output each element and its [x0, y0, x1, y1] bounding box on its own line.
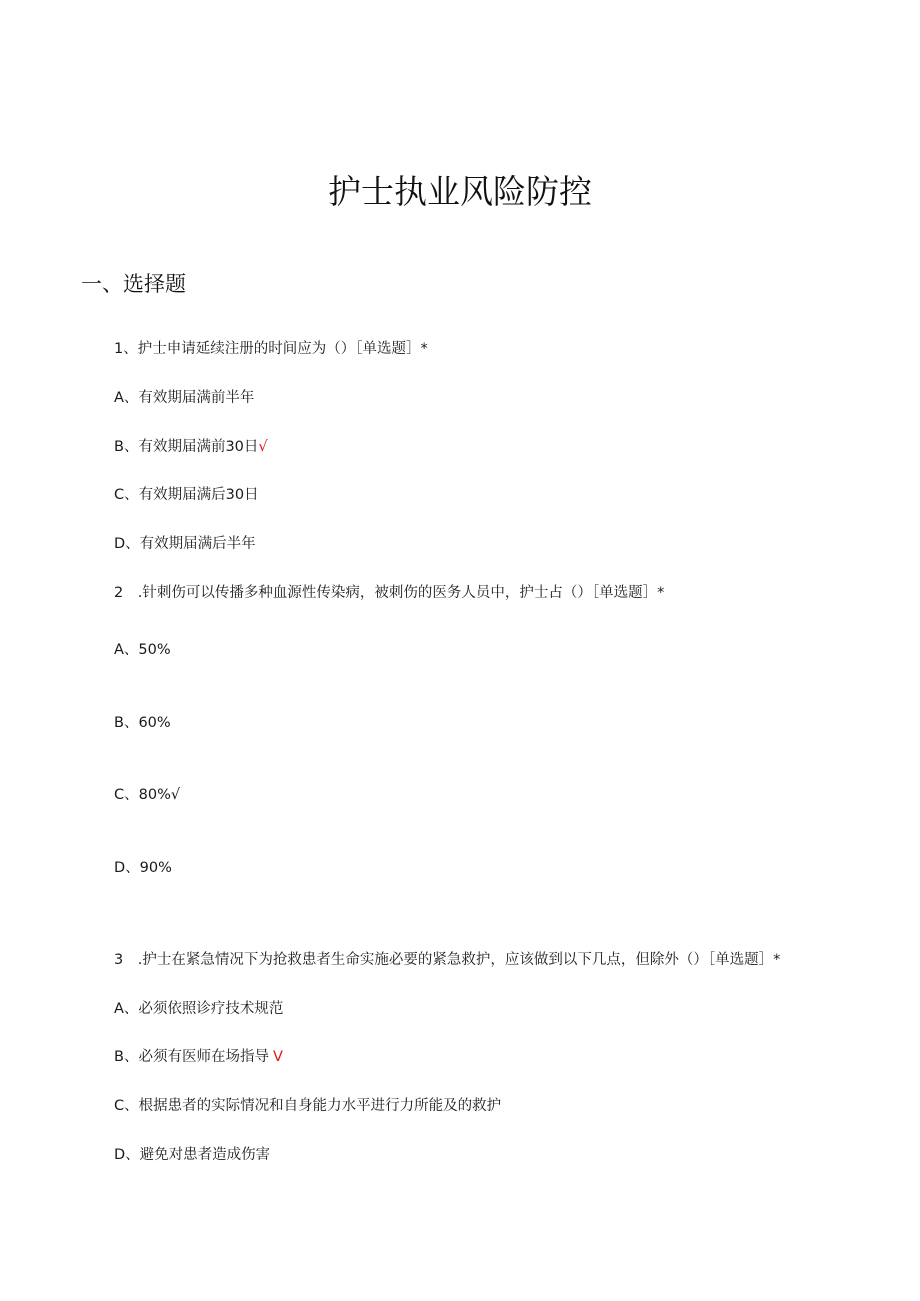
- page-title: 护士执业风险防控: [328, 172, 592, 211]
- option-text: C、根据患者的实际情况和自身能力水平进行力所能及的救护: [114, 1098, 502, 1114]
- option-text: A、必须依照诊疗技术规范: [114, 1001, 284, 1017]
- question-2-option-b: [114, 711, 171, 732]
- question-2-stem: 2 .针刺伤可以传播多种血源性传染病，被刺伤的医务人员中，护士占（）［单选题］*: [114, 585, 665, 601]
- question-3-option-c: [114, 1094, 501, 1115]
- question-2-option-c: [114, 783, 180, 804]
- option-text: D、90%: [114, 860, 172, 876]
- option-text: B、有效期届满前30日: [114, 439, 259, 455]
- question-1-stem: 1、护士申请延续注册的时间应为（）［单选题］*: [114, 341, 428, 357]
- option-text: A、有效期届满前半年: [114, 390, 255, 406]
- option-text: C、有效期届满后30日: [114, 487, 259, 503]
- option-text: C、80%: [114, 787, 171, 803]
- question-1-option-d: [114, 532, 256, 553]
- option-text: B、60%: [114, 715, 171, 731]
- question-3-option-b: [114, 1045, 283, 1066]
- option-text: A、50%: [114, 642, 171, 658]
- question-3-stem: 3 .护士在紧急情况下为抢救患者生命实施必要的紧急救护，应该做到以下几点，但除外（）［单选题］*: [114, 952, 781, 968]
- question-2-option-a: [114, 638, 171, 659]
- option-text: D、避免对患者造成伤害: [114, 1147, 271, 1163]
- question-1-option-b: [114, 435, 268, 456]
- answer-check-mark: V: [272, 1049, 283, 1065]
- question-1-option-c: [114, 483, 259, 504]
- answer-check-mark: √: [258, 439, 268, 455]
- question-1-option-a: [114, 386, 254, 407]
- question-3-option-a: [114, 997, 283, 1018]
- answer-check-mark: √: [170, 787, 181, 803]
- question-2-option-d: [114, 856, 172, 877]
- option-text: D、有效期届满后半年: [114, 536, 256, 552]
- question-3-option-d: [114, 1143, 270, 1164]
- section-heading: 一、选择题: [81, 272, 186, 296]
- option-text: B、必须有医师在场指导: [114, 1049, 269, 1065]
